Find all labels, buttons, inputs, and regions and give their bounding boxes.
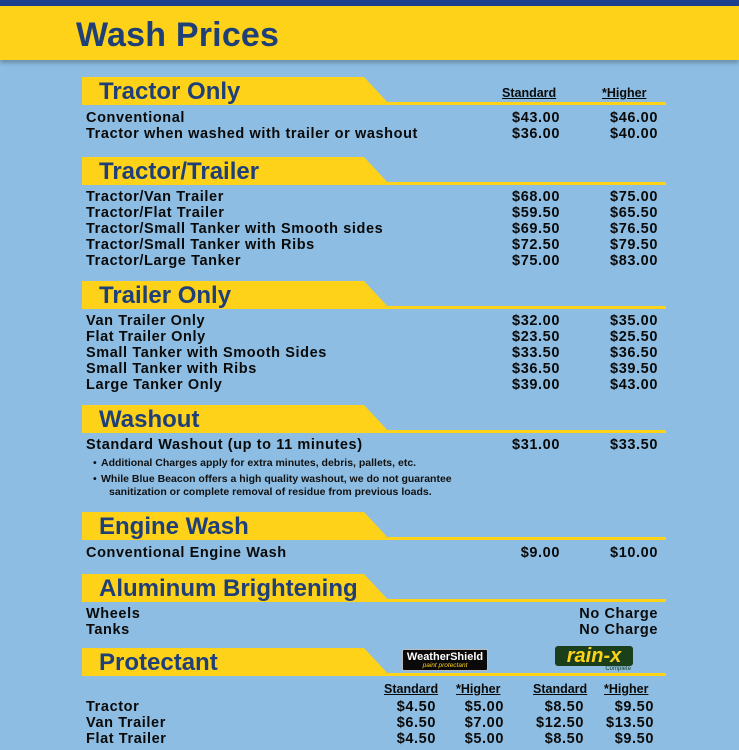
standard-price: $43.00 (512, 110, 560, 126)
standard-price: $69.50 (512, 221, 560, 237)
higher-price: $43.00 (610, 377, 658, 393)
standard-price: $59.50 (512, 205, 560, 221)
section-header-engine-wash (82, 512, 666, 540)
note-text: While Blue Beacon offers a high quality washout, we do not guarantee (101, 473, 452, 485)
logo-subtext: paint protectant (422, 662, 468, 669)
section-header-washout (82, 405, 666, 433)
service-name: Tractor/Large Tanker (86, 253, 242, 269)
note-text: Additional Charges apply for extra minutes, debris, pallets, etc. (101, 457, 417, 469)
price-row (86, 545, 658, 561)
service-name: Flat Trailer (86, 731, 167, 747)
standard-price: $68.00 (512, 189, 560, 205)
section-header-trailer-only (82, 281, 666, 309)
price-row (86, 361, 658, 377)
price-cell: $12.50 (536, 715, 584, 731)
protectant-row (86, 731, 658, 747)
section-title: Washout (99, 406, 200, 433)
standard-price: $9.00 (520, 545, 560, 561)
price-cell: $8.50 (544, 731, 584, 747)
price-row (86, 253, 658, 269)
standard-price: $72.50 (512, 237, 560, 253)
price-cell: $5.00 (464, 731, 504, 747)
note-text: sanitization or complete removal of residue from previous loads. (109, 486, 432, 498)
service-name: Small Tanker with Smooth Sides (86, 345, 327, 361)
price-cell: $6.50 (396, 715, 436, 731)
price-row (86, 377, 658, 393)
higher-price: $83.00 (610, 253, 658, 269)
section-title: Aluminum Brightening (99, 575, 358, 602)
standard-price: $31.00 (512, 437, 560, 453)
service-name: Tractor/Small Tanker with Smooth sides (86, 221, 384, 237)
higher-price: $39.50 (610, 361, 658, 377)
standard-price: $32.00 (512, 313, 560, 329)
price-cell: $4.50 (396, 699, 436, 715)
higher-price: $65.50 (610, 205, 658, 221)
service-name: Small Tanker with Ribs (86, 361, 257, 377)
price-cell: $9.50 (614, 731, 654, 747)
page-title: Wash Prices (76, 16, 280, 54)
section-title: Trailer Only (99, 282, 232, 309)
higher-price: $40.00 (610, 126, 658, 142)
higher-price: $10.00 (610, 545, 658, 561)
price-row (86, 345, 658, 361)
service-name: Tractor/Small Tanker with Ribs (86, 237, 315, 253)
bullet: • (93, 457, 97, 469)
service-name: Tractor when washed with trailer or washout (86, 126, 418, 142)
price-cell: $8.50 (544, 699, 584, 715)
price-cell: $7.00 (464, 715, 504, 731)
price-row (86, 189, 658, 205)
logo-text: rain-x (555, 646, 633, 666)
protectant-row (86, 715, 658, 731)
section-title: Tractor/Trailer (99, 158, 260, 185)
price-row (86, 221, 658, 237)
price-row (86, 606, 658, 622)
price-row (86, 205, 658, 221)
price-row (86, 313, 658, 329)
higher-price: $25.50 (610, 329, 658, 345)
price-cell: $4.50 (396, 731, 436, 747)
price-row (86, 329, 658, 345)
service-name: Flat Trailer Only (86, 329, 206, 345)
higher-price: $46.00 (610, 110, 658, 126)
section-header-tractor-trailer (82, 157, 666, 185)
service-name: Tanks (86, 622, 130, 638)
service-name: Standard Washout (up to 11 minutes) (86, 437, 363, 453)
price-cell: $9.50 (614, 699, 654, 715)
price-row (86, 110, 658, 126)
standard-price: $33.50 (512, 345, 560, 361)
higher-price: $75.00 (610, 189, 658, 205)
standard-price: $75.00 (512, 253, 560, 269)
bullet: • (93, 473, 97, 485)
column-header-higher: *Higher (456, 682, 501, 696)
logo-subtext: Complete (605, 666, 631, 672)
price-row (86, 126, 658, 142)
service-name: Tractor (86, 699, 140, 715)
higher-price: $33.50 (610, 437, 658, 453)
service-name: Tractor/Flat Trailer (86, 205, 225, 221)
price-cell: $13.50 (606, 715, 654, 731)
price-row (86, 437, 658, 453)
higher-price: $35.00 (610, 313, 658, 329)
section-title: Engine Wash (99, 513, 249, 540)
service-name: Large Tanker Only (86, 377, 223, 393)
washout-note-continued (109, 486, 432, 499)
column-header-standard: Standard (502, 86, 557, 100)
section-title: Tractor Only (99, 78, 241, 105)
standard-price: $36.50 (512, 361, 560, 377)
column-header-standard: Standard (533, 682, 588, 696)
washout-note (93, 473, 452, 486)
service-name: Van Trailer Only (86, 313, 206, 329)
service-name: Van Trailer (86, 715, 166, 731)
standard-price: $23.50 (512, 329, 560, 345)
standard-price: $36.00 (512, 126, 560, 142)
standard-price: $39.00 (512, 377, 560, 393)
protectant-row (86, 699, 658, 715)
service-name: Tractor/Van Trailer (86, 189, 224, 205)
section-header-aluminum (82, 574, 666, 602)
price-value: No Charge (579, 622, 658, 638)
price-cell: $5.00 (464, 699, 504, 715)
washout-note (93, 457, 417, 470)
price-value: No Charge (579, 606, 658, 622)
service-name: Wheels (86, 606, 141, 622)
column-header-standard: Standard (384, 682, 439, 696)
service-name: Conventional (86, 110, 186, 126)
weathershield-logo (402, 649, 488, 671)
column-header-higher: *Higher (604, 682, 649, 696)
rainx-logo (555, 646, 633, 670)
logo-text: WeatherShield (406, 651, 484, 663)
service-name: Conventional Engine Wash (86, 545, 287, 561)
higher-price: $76.50 (610, 221, 658, 237)
section-title: Protectant (99, 649, 218, 676)
price-row (86, 622, 658, 638)
price-row (86, 237, 658, 253)
higher-price: $79.50 (610, 237, 658, 253)
higher-price: $36.50 (610, 345, 658, 361)
title-bar (0, 6, 739, 60)
column-header-higher: *Higher (602, 86, 647, 100)
section-header-tractor-only (82, 77, 666, 105)
